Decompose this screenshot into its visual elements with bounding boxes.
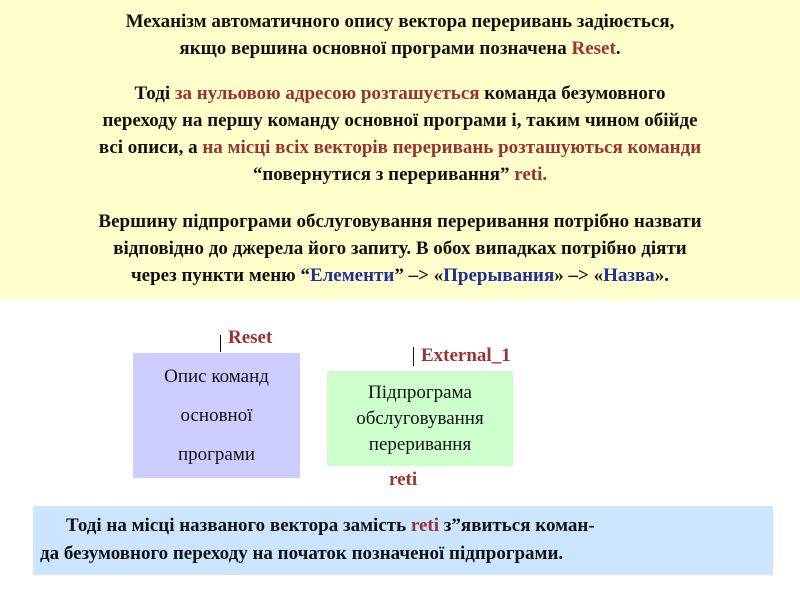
p2-text-a: Тоді — [134, 83, 175, 104]
menu-item-elements: Елементи — [309, 265, 395, 286]
external-marker-line — [413, 347, 414, 366]
bottom-reti-keyword: reti — [410, 515, 440, 536]
reti-label: reti — [389, 469, 418, 490]
external-label: External_1 — [421, 345, 511, 366]
p3-text-g: » –> « — [554, 265, 604, 286]
p3-text-e: ” –> « — [394, 265, 444, 286]
bottom-line-2: да безумовного переходу на початок позначеної підпрограми. — [40, 543, 564, 564]
paragraph-reset-mechanism — [4, 8, 796, 62]
isr-box-line2: обслуговування — [356, 407, 484, 429]
p1-text-a: Механізм автоматичного опису вектора переривань задіюється, — [125, 11, 675, 32]
p1-text-b: якщо вершина основної програми позначена — [179, 38, 572, 59]
main-program-box — [133, 353, 300, 478]
p2-text-b: за нульовою адресою розташується — [174, 83, 480, 104]
main-box-line1: Опис команд — [164, 366, 269, 387]
reset-marker-line — [220, 335, 221, 352]
p3-text-i: ». — [654, 265, 670, 286]
menu-item-interrupts: Прерывания — [443, 265, 555, 286]
isr-box-line1: Підпрограма — [368, 381, 472, 403]
paragraph-isr-naming — [4, 208, 796, 289]
bottom-text-c: з”явиться коман- — [439, 515, 595, 536]
reset-label: Reset — [228, 327, 273, 348]
p2-text-f: , а — [178, 137, 203, 158]
p3-text-c: через пункти меню “ — [130, 265, 310, 286]
p2-text-e: всі описи — [98, 137, 179, 158]
p3-text-b: відповідно до джерела його запиту. В обох випадках потрібно діяти — [113, 238, 687, 259]
paragraph-vector-layout — [4, 80, 796, 188]
p2-text-g: на місці всіх векторів переривань розташуються команди — [202, 137, 702, 158]
bottom-line-1 — [66, 512, 595, 540]
p2-text-d: переходу на першу команду основної програми і, таким чином обійде — [102, 110, 698, 131]
bottom-note-panel — [33, 506, 773, 575]
p2-text-h: “повернутися з переривання” — [252, 164, 515, 185]
p3-text-a: Вершину підпрограми обслуговування переривання потрібно назвати — [98, 211, 702, 232]
p1-text-d: . — [615, 38, 621, 59]
interrupt-subroutine-box — [327, 371, 513, 466]
bottom-text-a: Тоді на місці названого вектора замість — [66, 515, 411, 536]
main-box-line2: основної — [180, 405, 253, 426]
isr-box-line3: переривання — [368, 433, 472, 455]
menu-item-name: Назва — [603, 265, 655, 286]
p2-text-c: команда безумовного — [479, 83, 666, 104]
p1-reset-keyword: Reset — [571, 38, 616, 59]
p2-reti-keyword: reti. — [514, 164, 548, 185]
main-box-line3: програми — [177, 444, 256, 465]
